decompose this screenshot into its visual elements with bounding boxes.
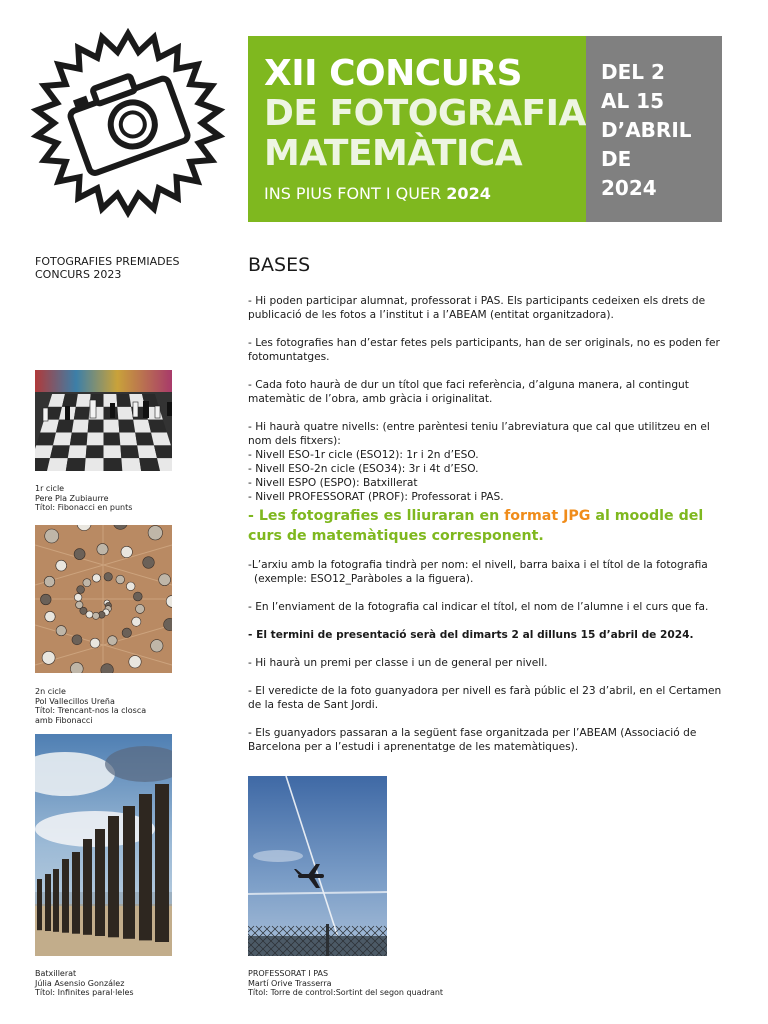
date-line: D’ABRIL <box>601 118 692 142</box>
rule-verdict: - El veredicte de la foto guanyadora per nivell es farà públic el 23 d’abril, en el Certamen de la festa de Sant Jordi. <box>248 685 722 711</box>
level-item: - Nivell ESO-1r cicle (ESO12): 1r i 2n d’ESO. <box>248 449 479 461</box>
rule-sending: - En l’enviament de la fotografia cal indicar el títol, el nom de l’alumne i el curs que fa. <box>248 601 709 613</box>
rule-prizes: - Hi haurà un premi per classe i un de general per nivell. <box>248 657 548 669</box>
rule-levels-intro: - Hi haurà quatre nivells: (entre parèntesi teniu l’abreviatura que cal que utilitzeu en el nom dels fitxers): <box>248 421 710 447</box>
photo-caption: 1r cicle Pere Pla Zubiaurre Títol: Fibonacci en punts <box>35 484 133 512</box>
date-block <box>586 36 722 222</box>
snail-spiral-photo-icon <box>35 525 172 673</box>
camera-logo-icon <box>28 28 228 218</box>
rule-deadline: - El termini de presentació serà del dimarts 2 al dilluns 15 d’abril de 2024. <box>248 629 694 641</box>
rule-file-name: -L’arxiu amb la fotografia tindrà per nom: el nivell, barra baixa i el títol de la fotografia (exemple: ESO12_Paràboles a la figuera). <box>248 559 708 585</box>
title-line-1: XII CONCURS <box>264 53 523 94</box>
wooden-posts-photo-icon <box>35 734 172 956</box>
date-line: DEL 2 <box>601 60 665 84</box>
contest-title-block <box>248 36 586 222</box>
rule-title: - Cada foto haurà de dur un títol que faci referència, d’alguna manera, al contingut matemàtic de l’obra, amb gràcia i originalitat. <box>248 379 689 405</box>
rule-winners: - Els guanyadors passaran a la següent fase organitzada per l’ABEAM (Associació de Barcelona per a l’estudi i aprenentatge de les matemàtiques). <box>248 727 697 753</box>
rule-participation: - Hi poden participar alumnat, professorat i PAS. Els participants cedeixen els drets de publicació de les fotos a l’institut i a l’ABEAM (entitat organitzadora). <box>248 295 706 321</box>
title-line-2: DE FOTOGRAFIA <box>264 93 586 134</box>
school-name: INS PIUS FONT I QUER <box>264 184 447 203</box>
date-line: DE <box>601 147 632 171</box>
format-jpg: format JPG <box>504 508 591 524</box>
school-subtitle <box>264 184 586 204</box>
bases-text <box>248 294 728 768</box>
rule-originality: - Les fotografies han d’estar fetes pels participants, han de ser originals, no es poden fer fotomuntatges. <box>248 337 720 363</box>
chessboard-photo-icon <box>35 370 172 471</box>
level-item: - Nivell ESO-2n cicle (ESO34): 3r i 4t d’ESO. <box>248 463 479 475</box>
photo-caption: Batxillerat Júlia Asensio González Títol: Infinites paral·leles <box>35 969 134 997</box>
photo-caption: 2n cicle Pol Vallecillos Ureña Títol: Trencant-nos la closca amb Fibonacci <box>35 687 147 725</box>
date-line: 2024 <box>601 176 657 200</box>
bases-heading: BASES <box>248 254 311 276</box>
airplane-sky-photo-icon <box>248 776 387 956</box>
submission-format-note: - Les fotografies es lliuraran en format JPG al moodle del curs de matemàtiques corresponent. <box>248 508 704 544</box>
contest-year: 2024 <box>446 184 491 203</box>
level-item: - Nivell ESPO (ESPO): Batxillerat <box>248 477 418 489</box>
title-line-3: MATEMÀTICA <box>264 133 523 174</box>
photo-caption: PROFESSORAT I PAS Martí Orive Trasserra Títol: Torre de control:Sortint del segon quadrant <box>248 969 444 997</box>
awarded-photos-heading: FOTOGRAFIES PREMIADES CONCURS 2023 <box>35 255 180 281</box>
level-item: - Nivell PROFESSORAT (PROF): Professorat i PAS. <box>248 491 504 503</box>
date-line: AL 15 <box>601 89 665 113</box>
